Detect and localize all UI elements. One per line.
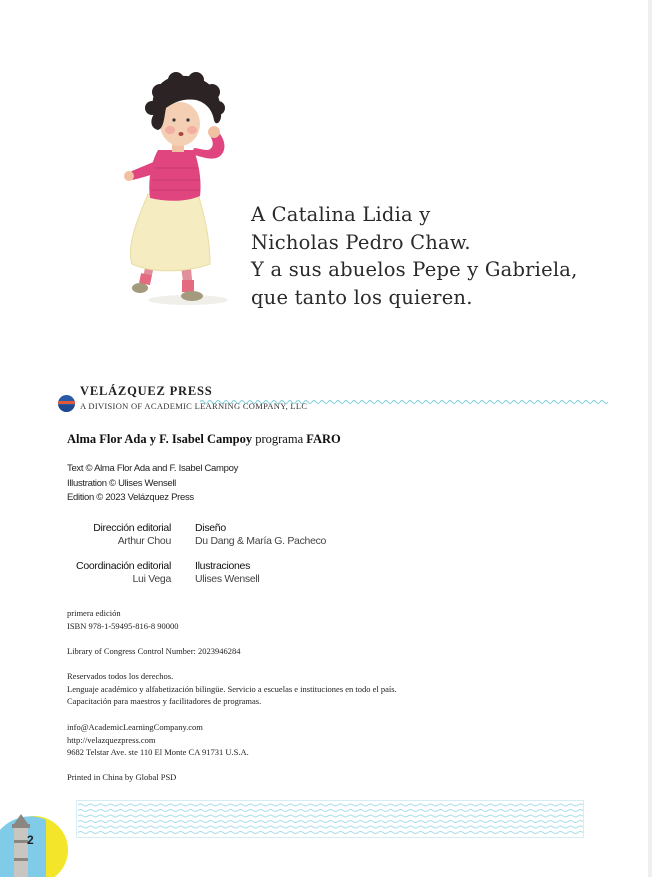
isbn: ISBN 978-1-59495-816-8 90000	[67, 620, 179, 631]
credit-person: Lui Vega	[132, 573, 171, 585]
edition-info	[67, 607, 178, 632]
dedication-line: Nicholas Pedro Chaw.	[251, 230, 471, 254]
page-number-badge	[0, 810, 68, 877]
contact-address: 9682 Telstar Ave. ste 110 El Monte CA 91731 U.S.A.	[67, 747, 249, 757]
publisher-logo-icon	[58, 395, 75, 412]
credit-person: Du Dang & María G. Pacheco	[195, 535, 327, 547]
credit-role: Coordinación editorial	[76, 560, 171, 572]
dedication-line: Y a sus abuelos Pepe y Gabriela,	[251, 258, 578, 281]
publisher-division: A DIVISION OF ACADEMIC LEARNING COMPANY, LLC	[80, 401, 308, 411]
rights-block	[67, 670, 397, 708]
credit-role: Diseño	[195, 522, 226, 534]
girl-illustration	[118, 68, 248, 313]
copyright-edition: Edition © 2023 Velázquez Press	[67, 492, 194, 503]
rights-reserved: Reservados todos los derechos.	[67, 671, 174, 681]
copyright-illustration: Illustration © Ulises Wensell	[67, 477, 176, 489]
credit-illustrations	[195, 560, 259, 586]
credit-editorial-direction	[60, 522, 171, 548]
dedication-line: que tanto los quieren.	[251, 285, 473, 309]
copyright-block	[67, 462, 238, 506]
footer-wave-pattern	[76, 800, 584, 838]
page-edge	[648, 0, 652, 877]
credit-editorial-coordination	[50, 560, 171, 586]
dedication	[251, 201, 578, 311]
contact-email[interactable]: info@AcademicLearningCompany.com	[67, 722, 203, 732]
credit-role: Dirección editorial	[93, 522, 171, 534]
credit-design	[195, 522, 326, 548]
program-word: programa	[255, 432, 304, 446]
page-number: 2	[27, 833, 34, 847]
credit-person: Arthur Chou	[117, 535, 171, 547]
contact-block	[67, 721, 249, 759]
credit-person: Ulises Wensell	[195, 573, 260, 585]
decorative-wave-line	[200, 397, 608, 407]
copyright-text: Text © Alma Flor Ada and F. Isabel Campoy	[67, 463, 239, 474]
contact-website[interactable]: http://velazquezpress.com	[67, 734, 156, 745]
credit-role: Ilustraciones	[195, 560, 251, 572]
dedication-line: A Catalina Lidia y	[251, 203, 431, 226]
library-control-number: Library of Congress Control Number: 2023946284	[67, 646, 241, 656]
program-authors: Alma Flor Ada y F. Isabel Campoy	[67, 432, 253, 446]
edition-label: primera edición	[67, 608, 121, 618]
rights-services: Lenguaje académico y alfabetización bilingüe. Servicio a escuelas e instituciones en todo el país.	[67, 683, 397, 694]
program-title	[67, 432, 341, 447]
publisher-name: VELÁZQUEZ PRESS	[80, 384, 213, 398]
program-name: FARO	[306, 432, 341, 446]
rights-training: Capacitación para maestros y facilitadores de programas.	[67, 696, 262, 706]
printed-in: Printed in China by Global PSD	[67, 772, 177, 782]
